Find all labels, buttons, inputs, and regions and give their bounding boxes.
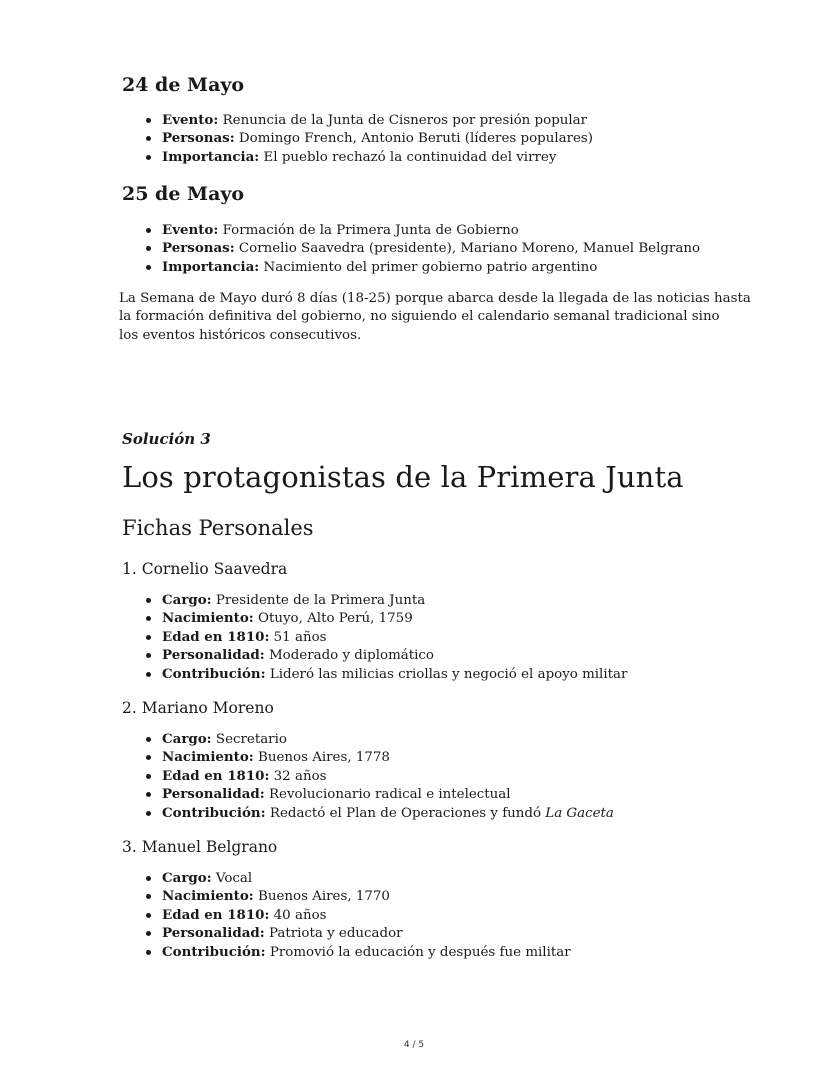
item-label: Importancia: <box>162 258 260 275</box>
item-text: Presidente de la Primera Junta <box>211 593 426 608</box>
list-item <box>144 767 614 785</box>
item-text: Vocal <box>211 871 253 886</box>
day-facts-25 <box>144 221 700 276</box>
list-item <box>144 804 614 822</box>
item-text: Patriota y educador <box>264 926 403 942</box>
item-label: Evento: <box>162 112 219 128</box>
item-text: Renuncia de la Junta de Cisneros por presión popular <box>218 113 588 128</box>
item-text: Domingo French, Antonio Beruti (líderes populares) <box>234 131 594 147</box>
item-label: Contribución: <box>162 804 266 821</box>
item-label: Personalidad: <box>162 647 265 664</box>
list-item <box>144 221 700 239</box>
person-facts-saavedra <box>144 591 627 683</box>
item-label: Edad en 1810: <box>162 767 270 784</box>
item-label: Personalidad: <box>162 786 265 803</box>
person-heading-moreno: 2. Mariano Moreno <box>122 699 274 717</box>
paragraph-line: La Semana de Mayo duró 8 días (18-25) porque abarca desde la llegada de las noticias hasta <box>119 291 751 306</box>
person-heading-belgrano: 3. Manuel Belgrano <box>122 838 278 856</box>
item-text: Lideró las milicias criollas y negoció el apoyo militar <box>265 666 628 682</box>
item-text: Buenos Aires, 1778 <box>253 750 390 766</box>
list-item <box>144 869 571 887</box>
item-text: 32 años <box>269 768 327 784</box>
item-label: Personas: <box>162 130 235 147</box>
section-title: Los protagonistas de la Primera Junta <box>122 460 684 494</box>
item-label: Personalidad: <box>162 925 265 942</box>
list-item <box>144 748 614 766</box>
item-label: Nacimiento: <box>162 749 254 766</box>
list-item <box>144 111 593 129</box>
person-heading-saavedra: 1. Cornelio Saavedra <box>122 560 288 578</box>
item-text: Formación de la Primera Junta de Gobierno <box>218 223 519 238</box>
item-text: Nacimiento del primer gobierno patrio argentino <box>259 259 598 275</box>
item-label: Edad en 1810: <box>162 906 270 923</box>
paragraph-line: los eventos históricos consecutivos. <box>119 327 362 343</box>
list-item <box>144 943 571 961</box>
item-label: Personas: <box>162 240 235 257</box>
item-label: Cargo: <box>162 731 212 747</box>
list-item <box>144 591 627 609</box>
solution-label: Solución 3 <box>122 430 211 448</box>
item-text: 40 años <box>269 907 327 923</box>
item-label: Nacimiento: <box>162 610 254 627</box>
item-text: Otuyo, Alto Perú, 1759 <box>253 611 413 627</box>
list-item <box>144 148 593 166</box>
item-text: Moderado y diplomático <box>264 648 434 664</box>
list-item <box>144 924 571 942</box>
item-text: El pueblo rechazó la continuidad del virrey <box>259 149 557 165</box>
item-text: 51 años <box>269 629 327 645</box>
day-facts-24 <box>144 111 593 166</box>
person-facts-belgrano <box>144 869 571 961</box>
section-subtitle: Fichas Personales <box>122 516 314 540</box>
item-text: Promovió la educación y después fue militar <box>265 944 571 960</box>
item-label: Contribución: <box>162 665 266 682</box>
item-italic-text: La Gaceta <box>545 805 614 821</box>
item-label: Edad en 1810: <box>162 628 270 645</box>
list-item <box>144 785 614 803</box>
item-text: Buenos Aires, 1770 <box>253 889 390 905</box>
list-item <box>144 646 627 664</box>
day-heading-25: 25 de Mayo <box>122 183 245 205</box>
list-item <box>144 730 614 748</box>
list-item <box>144 129 593 147</box>
item-label: Contribución: <box>162 943 266 960</box>
list-item <box>144 258 700 276</box>
list-item <box>144 665 627 683</box>
item-label: Cargo: <box>162 870 212 886</box>
list-item <box>144 239 700 257</box>
page-number: 4 / 5 <box>403 1040 425 1050</box>
summary-paragraph <box>119 290 751 345</box>
item-text: Revolucionario radical e intelectual <box>264 787 511 803</box>
item-label: Cargo: <box>162 592 212 608</box>
list-item <box>144 906 571 924</box>
item-label: Nacimiento: <box>162 888 254 905</box>
person-facts-moreno <box>144 730 614 822</box>
item-label: Importancia: <box>162 148 260 165</box>
list-item <box>144 887 571 905</box>
paragraph-line: la formación definitiva del gobierno, no siguiendo el calendario semanal tradicional sino <box>119 309 720 325</box>
list-item <box>144 628 627 646</box>
item-label: Evento: <box>162 222 219 238</box>
item-text: Redactó el Plan de Operaciones y fundó <box>265 805 546 821</box>
item-text: Secretario <box>211 732 287 747</box>
list-item <box>144 609 627 627</box>
day-heading-24: 24 de Mayo <box>122 74 245 96</box>
item-text: Cornelio Saavedra (presidente), Mariano Moreno, Manuel Belgrano <box>234 241 701 257</box>
